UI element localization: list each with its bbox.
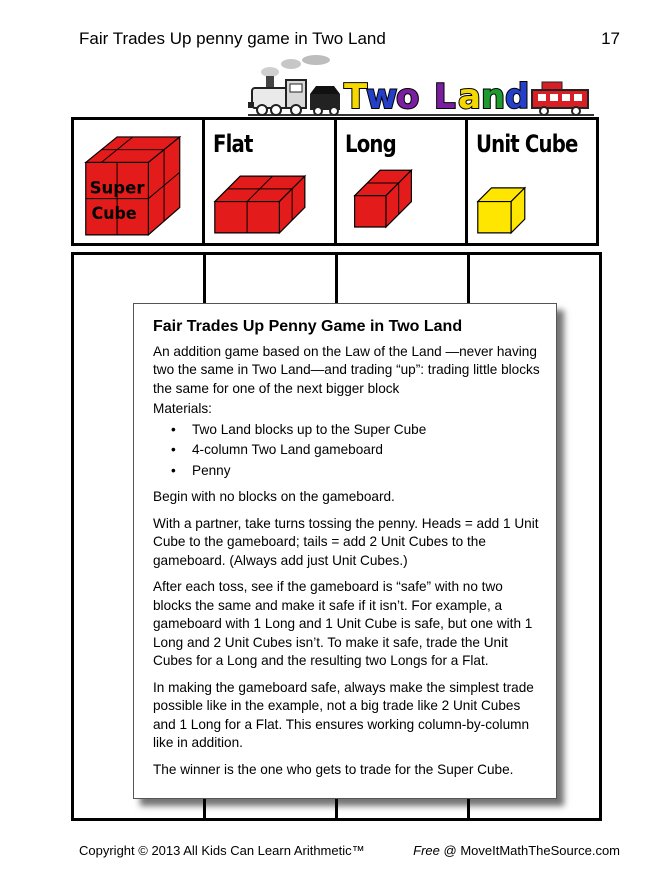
bullet-icon: •: [171, 462, 176, 478]
materials-list: [153, 421, 542, 481]
column-label-long: Long: [344, 130, 396, 158]
list-item: [153, 421, 542, 440]
list-item: [153, 462, 542, 481]
train-logo-icon: [246, 52, 596, 122]
rules-paragraph: Begin with no blocks on the gameboard.: [153, 489, 395, 504]
svg-text:T: T: [344, 77, 368, 117]
column-label-unit-cube: Unit Cube: [475, 130, 578, 158]
bullet-icon: •: [171, 442, 176, 457]
page-number: 17: [601, 29, 620, 48]
svg-text:o: o: [396, 77, 420, 117]
two-land-train-logo: [246, 52, 596, 122]
long-icon: [337, 120, 465, 243]
footer-site: [413, 843, 620, 858]
footer-copyright: Copyright © 2013 All Kids Can Learn Arithmetic™: [79, 843, 365, 858]
footer-free-label: Free: [413, 843, 440, 858]
page-title: Fair Trades Up penny game in Two Land: [79, 29, 386, 48]
material-item-label: Two Land blocks up to the Super Cube: [192, 421, 427, 437]
svg-text:d: d: [505, 77, 530, 117]
list-item: [153, 441, 542, 460]
super-cube-inner-label-line2: Cube: [91, 204, 137, 224]
material-item-label: Penny: [192, 462, 231, 478]
super-cube-inner-label-line1: Super: [89, 178, 146, 198]
materials-label: Materials:: [153, 401, 212, 416]
rules-intro: An addition game based on the Law of the Land —never having two the same in Two Land—and trading “up”: trading little blocks the same for one of the next bigger block: [153, 343, 540, 396]
svg-text:w: w: [366, 77, 398, 117]
super-cube-icon: [74, 120, 202, 243]
column-header-long: [337, 120, 468, 243]
material-item-label: 4-column Two Land gameboard: [192, 442, 383, 457]
bullet-icon: •: [171, 421, 176, 437]
rules-paragraph: The winner is the one who gets to trade for the Super Cube.: [153, 761, 514, 777]
flat-icon: [205, 120, 333, 243]
svg-text:n: n: [481, 77, 506, 117]
svg-text:a: a: [458, 77, 481, 117]
blocks-header-table: [71, 117, 599, 246]
rules-paragraph: In making the gameboard safe, always make the simplest trade possible like in the example, not a big trade like 2 Unit Cubes and 1 Long for a Flat. This ensures working column-by-column like in addition.: [153, 679, 534, 750]
rules-paragraph: After each toss, see if the gameboard is “safe” with no two blocks the same and make it safe if it isn’t. For example, a gameboard with 1 Long and 1 Unit Cube is safe, but one with 1 Long and 2 Unit Cubes isn’t. To make it safe, trade the Unit Cubes for a Long and the resulting two Longs for a Flat.: [153, 579, 533, 668]
rules-paragraph: With a partner, take turns tossing the penny. Heads = add 1 Unit Cube to the gameboard; tails = add 2 Unit Cubes to the gameboard. (Always add just Unit Cubes.): [153, 515, 539, 568]
footer-site-link[interactable]: @ MoveItMathTheSource.com: [443, 843, 620, 858]
column-label-flat: Flat: [213, 130, 253, 158]
svg-text:L: L: [434, 77, 456, 117]
column-header-unit-cube: [468, 120, 596, 243]
column-header-super-cube: [74, 120, 205, 243]
rules-card: [133, 303, 557, 799]
unit-cube-icon: [468, 120, 596, 243]
column-header-flat: [205, 120, 336, 243]
rules-title: Fair Trades Up Penny Game in Two Land: [153, 318, 463, 335]
